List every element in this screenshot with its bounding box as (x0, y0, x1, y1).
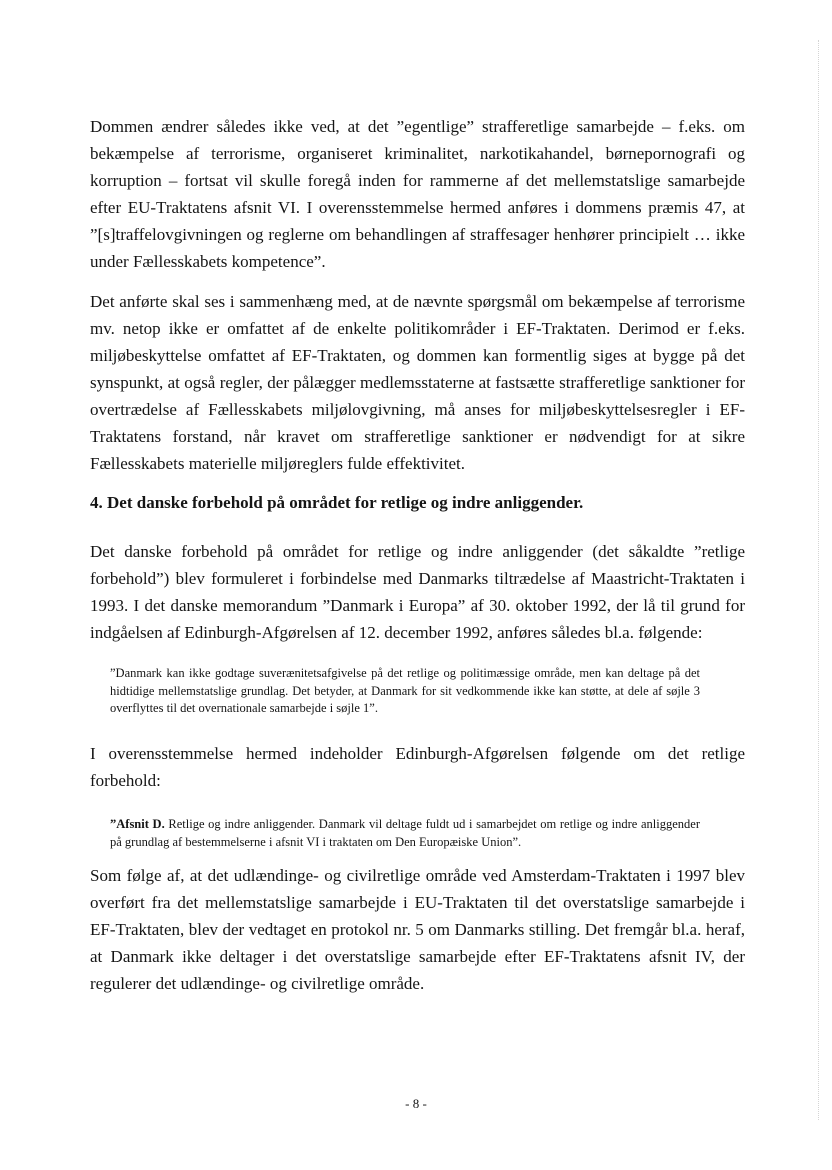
paragraph-protocol: Som følge af, at det udlændinge- og civilretlige område ved Amsterdam-Traktaten i 1997 blev overført fra det mellemstatslige samarbejde i EU-Traktaten til det overstatslige samarbejde i EF-Traktaten, blev der vedtaget en protokol nr. 5 om Danmarks stilling. Det fremgår bl.a. heraf, at Danmark ikke deltager i det overstatslige samarbejde efter EF-Traktatens afsnit IV, der regulerer det udlændinge- og civilretlige område. (90, 866, 745, 993)
quote-edinburgh-decision (110, 816, 700, 851)
page-number: - 8 - (405, 1096, 427, 1111)
section-heading: 4. Det danske forbehold på området for retlige og indre anliggender. (90, 493, 584, 512)
paragraph-reservation: Det danske forbehold på området for retlige og indre anliggender (det såkaldte ”retlige forbehold”) blev formuleret i forbindelse med Danmarks tiltrædelse af Maastricht-Traktaten i 1993. I det danske memorandum ”Danmark i Europa” af 30. oktober 1992, der lå til grund for indgåelsen af Edinburgh-Afgørelsen af 12. december 1992, anføres således bl.a. følgende: (90, 542, 745, 642)
scan-edge-line (818, 40, 819, 1120)
paragraph-context: Det anførte skal ses i sammenhæng med, at de nævnte spørgsmål om bekæmpelse af terrorisme mv. netop ikke er omfattet af de enkelte politikområder i EF-Traktaten. Derimod er f.eks. miljøbeskyttelse omfattet af EF-Traktaten, og dommen kan formentlig siges at bygge på det synspunkt, at også regler, der pålægger medlemsstaterne at fastsætte strafferetlige sanktioner for overtrædelse af Fællesskabets miljølovgivning, må anses for miljøbeskyttelsesregler i EF-Traktatens forstand, når kravet om strafferetlige sanktioner er nødvendigt for at sikre Fællesskabets materielle miljøreglers fulde effektivitet. (90, 292, 745, 473)
paragraph-judgment: Dommen ændrer således ikke ved, at det ”egentlige” strafferetlige samarbejde – f.eks. om bekæmpelse af terrorisme, organiseret kriminalitet, narkotikahandel, børnepornografi og korruption – fortsat vil skulle foregå inden for rammerne af det mellemstatslige samarbejde efter EU-Traktatens afsnit VI. I overensstemmelse hermed anføres i dommens præmis 47, at ”[s]traffelovgivningen og reglerne om behandlingen af straffesager henhører principielt … ikke under Fællesskabets kompetence”. (90, 117, 745, 271)
quote-memorandum: ”Danmark kan ikke godtage suverænitetsafgivelse på det retlige og politimæssige område, men kan deltage på det hidtidige mellemstatslige grundlag. Det betyder, at Danmark for sit vedkommende ikke kan støtte, at dele af søjle 3 overflyttes til det overnationale samarbejde i søjle 1”. (110, 666, 700, 715)
quote-section-label: ”Afsnit D. (110, 817, 165, 831)
paragraph-edinburgh: I overensstemmelse hermed indeholder Edinburgh-Afgørelsen følgende om det retlige forbehold: (90, 744, 745, 790)
quote-section-text: Retlige og indre anliggender. Danmark vil deltage fuldt ud i samarbejdet om retlige og indre anliggender på grundlag af bestemmelserne i afsnit VI i traktaten om Den Europæiske Union”. (110, 817, 700, 849)
